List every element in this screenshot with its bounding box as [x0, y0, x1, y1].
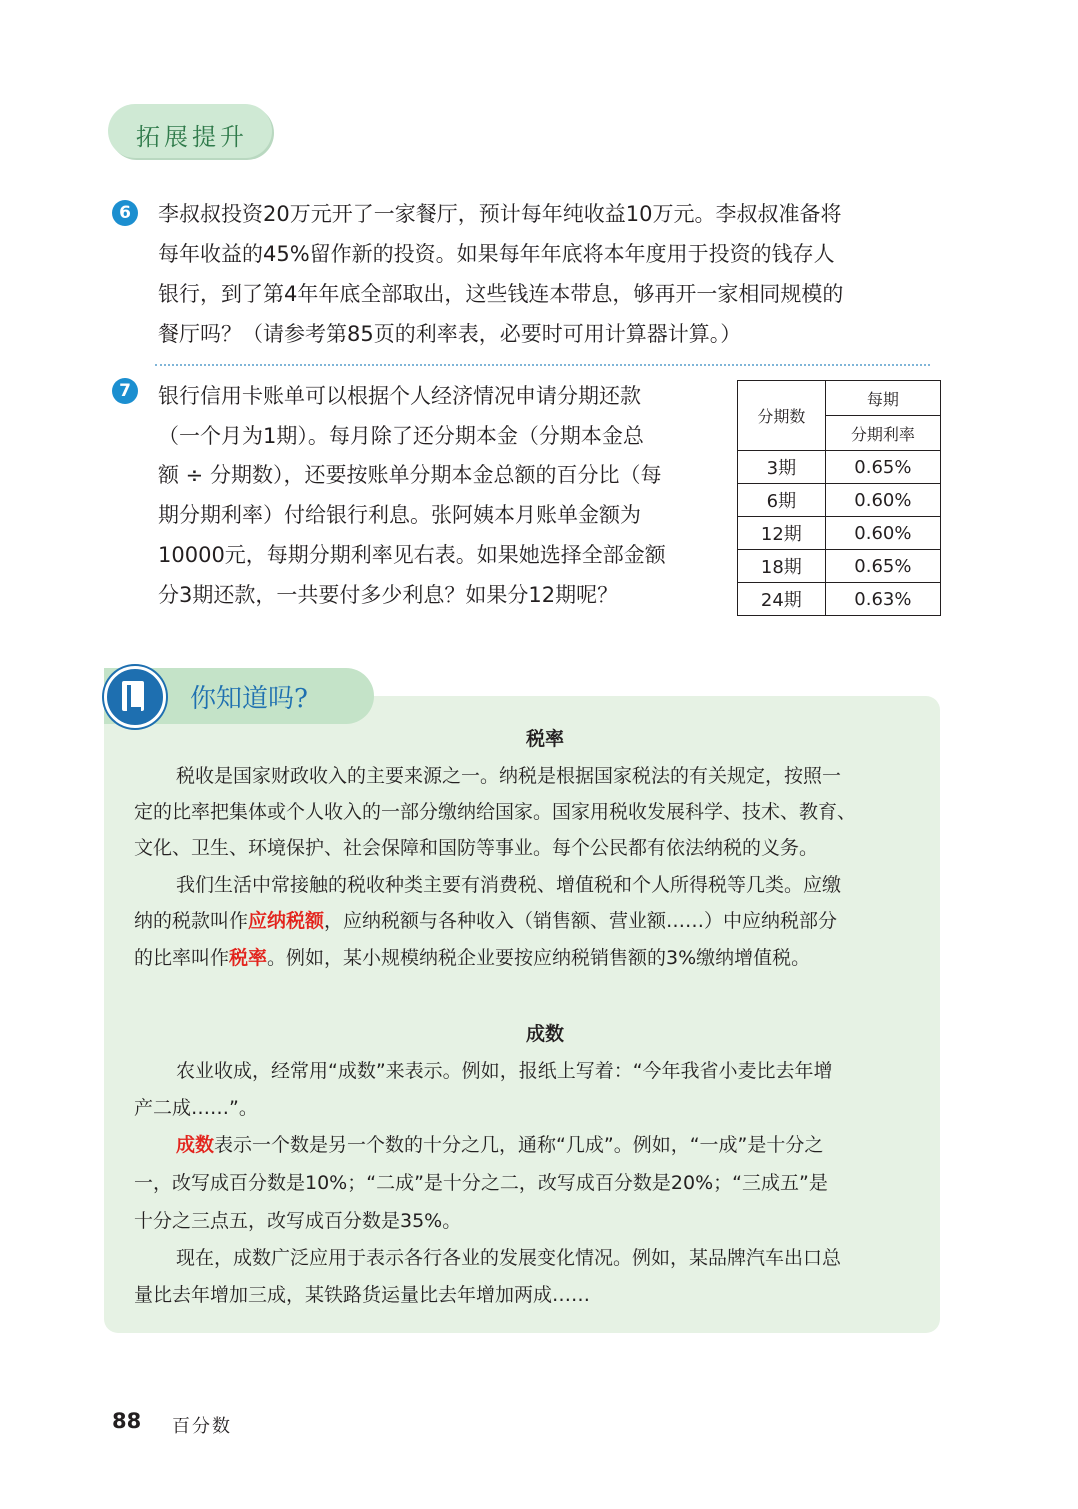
header-terms: 分期数 [738, 381, 826, 451]
info-paragraph-line: 十分之三点五，改写成百分数是35%。 [134, 1210, 462, 1232]
info-paragraph-line: 文化、卫生、环境保护、社会保障和国防等事业。每个公民都有依法纳税的义务。 [134, 837, 819, 859]
header-rate-line1: 每期 [825, 381, 940, 416]
info-paragraph-line: 产二成……”。 [134, 1097, 258, 1119]
rate-cell: 0.65% [825, 550, 940, 583]
table-header-row [738, 381, 941, 416]
table-row [738, 583, 941, 616]
rate-cell: 0.60% [825, 484, 940, 517]
book-icon [104, 666, 166, 728]
rate-cell: 0.60% [825, 517, 940, 550]
info-paragraph-line: 农业收成，经常用“成数”来表示。例如，报纸上写着：“今年我省小麦比去年增 [176, 1060, 833, 1082]
info-paragraph-line [134, 906, 837, 933]
table-row [738, 550, 941, 583]
table-row [738, 517, 941, 550]
problem-6-line: 每年收益的45%留作新的投资。如果每年年底将本年度用于投资的钱存人 [158, 242, 835, 266]
term-highlight: 税率 [229, 947, 268, 969]
info-paragraph-line: 我们生活中常接触的税收种类主要有消费税、增值税和个人所得税等几类。应缴 [176, 874, 842, 896]
info-paragraph-line [176, 1130, 823, 1157]
term-cell: 24期 [738, 583, 826, 616]
term-cell: 12期 [738, 517, 826, 550]
chapter-name: 百分数 [172, 1416, 232, 1437]
info-paragraph-line [134, 943, 810, 970]
text-span: 纳的税款叫作 [134, 910, 249, 932]
problem-6-line: 李叔叔投资20万元开了一家餐厅，预计每年纯收益10万元。李叔叔准备将 [158, 202, 842, 226]
rate-cell: 0.65% [825, 451, 940, 484]
term-highlight: 应纳税额 [248, 910, 325, 932]
info-title: 你知道吗? [190, 684, 308, 714]
problem-6-line: 餐厅吗？（请参考第85页的利率表，必要时可用计算器计算。） [158, 322, 742, 346]
table-row [738, 484, 941, 517]
tax-rate-heading: 税率 [526, 728, 565, 750]
problem-7-line: 期分期利率）付给银行利息。张阿姨本月账单金额为 [158, 503, 641, 527]
dotted-divider [155, 364, 930, 366]
chengshu-heading: 成数 [526, 1023, 565, 1045]
problem-7-line: 分3期还款，一共要付多少利息？如果分12期呢？ [158, 583, 619, 607]
text-span: ，应纳税额与各种收入（销售额、营业额……）中应纳税部分 [324, 910, 838, 932]
problem-7-number-badge: 7 [112, 378, 138, 404]
term-cell: 3期 [738, 451, 826, 484]
info-paragraph-line: 税收是国家财政收入的主要来源之一。纳税是根据国家税法的有关规定，按照一 [176, 765, 842, 787]
text-span: 表示一个数是另一个数的十分之几，通称“几成”。例如，“一成”是十分之 [214, 1134, 824, 1156]
problem-7-line: 10000元，每期分期利率见右表。如果她选择全部金额 [158, 543, 666, 567]
section-title-pill [108, 104, 272, 158]
problem-7-line: （一个月为1期）。每月除了还分期本金（分期本金总 [158, 424, 644, 448]
installment-rate-table [737, 380, 941, 616]
info-paragraph-line: 量比去年增加三成，某铁路货运量比去年增加两成…… [134, 1284, 591, 1306]
problem-7-line: 银行信用卡账单可以根据个人经济情况申请分期还款 [158, 384, 641, 408]
info-paragraph-line: 一，改写成百分数是10%；“二成”是十分之二，改写成百分数是20%；“三成五”是 [134, 1172, 828, 1194]
text-span: 。例如，某小规模纳税企业要按应纳税销售额的3%缴纳增值税。 [267, 947, 811, 969]
term-cell: 6期 [738, 484, 826, 517]
page-number: 88 [112, 1409, 142, 1433]
info-paragraph-line: 现在，成数广泛应用于表示各行各业的发展变化情况。例如，某品牌汽车出口总 [176, 1247, 842, 1269]
info-box [104, 696, 940, 1333]
info-paragraph-line: 定的比率把集体或个人收入的一部分缴纳给国家。国家用税收发展科学、技术、教育、 [134, 801, 857, 823]
problem-6-number-badge: 6 [112, 200, 138, 226]
table-row [738, 451, 941, 484]
text-span: 的比率叫作 [134, 947, 230, 969]
rate-cell: 0.63% [825, 583, 940, 616]
term-cell: 18期 [738, 550, 826, 583]
section-title: 拓展提升 [136, 123, 248, 151]
problem-6-line: 银行，到了第4年年底全部取出，这些钱连本带息，够再开一家相同规模的 [158, 282, 844, 306]
problem-7-line: 额 ÷ 分期数），还要按账单分期本金总额的百分比（每 [158, 463, 662, 487]
header-rate-line2: 分期利率 [825, 416, 940, 451]
term-highlight: 成数 [176, 1134, 215, 1156]
